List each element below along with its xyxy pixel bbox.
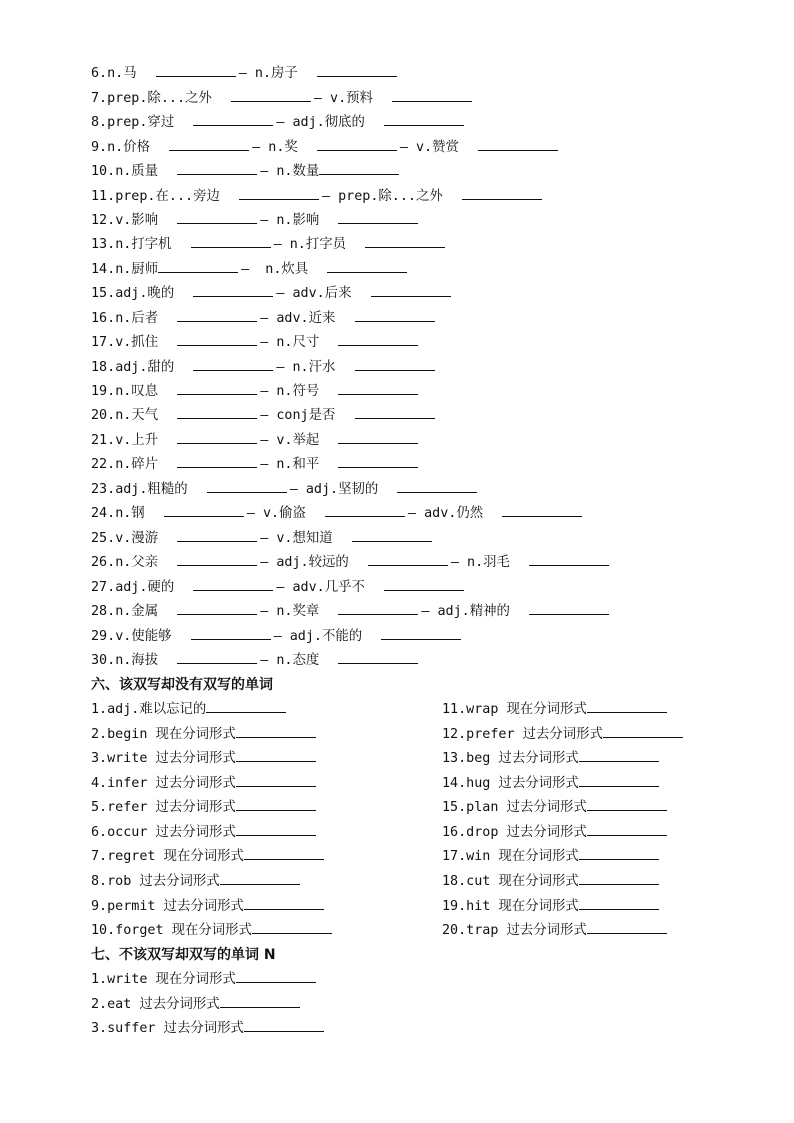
word-prompt: v.举起	[276, 433, 320, 448]
word-prompt: n.尺寸	[276, 335, 320, 350]
answer-blank[interactable]	[579, 774, 659, 787]
word-row	[91, 480, 480, 498]
word-prompt: prep.穿过	[107, 115, 175, 130]
answer-blank[interactable]	[177, 529, 257, 542]
answer-blank[interactable]	[177, 309, 257, 322]
item-number: 16.	[91, 311, 116, 326]
word-prompt: adv.仍然	[424, 506, 484, 521]
item-number: 7.	[91, 91, 108, 106]
word-row	[91, 431, 421, 449]
answer-blank[interactable]	[236, 970, 316, 983]
item-text: 3.write 过去分词形式	[91, 751, 236, 766]
word-prompt: n.炊具	[265, 262, 309, 277]
dash: —	[260, 311, 269, 326]
word-prompt: n.和平	[276, 457, 320, 472]
word-prompt: adj.甜的	[115, 360, 175, 375]
word-row	[91, 529, 435, 547]
word-row	[91, 235, 448, 253]
answer-blank[interactable]	[252, 921, 332, 934]
answer-blank[interactable]	[177, 333, 257, 346]
answer-blank[interactable]	[236, 798, 316, 811]
list-item	[91, 970, 319, 988]
answer-blank[interactable]	[381, 627, 461, 640]
word-prompt: adj.彻底的	[292, 115, 365, 130]
item-text: 19.hit 现在分词形式	[442, 899, 579, 914]
answer-blank[interactable]	[220, 872, 300, 885]
word-prompt: adj.坚韧的	[305, 482, 379, 497]
dash: —	[260, 433, 269, 448]
word-prompt: n.羽毛	[467, 555, 510, 570]
word-row	[91, 187, 545, 205]
answer-blank[interactable]	[338, 602, 418, 615]
item-number: 18.	[91, 360, 116, 375]
answer-blank[interactable]	[355, 406, 435, 419]
section-seven-title: 七、不该双写却双写的单词 N	[91, 947, 276, 963]
dash: —	[421, 604, 430, 619]
item-number: 8.	[91, 115, 108, 130]
answer-blank[interactable]	[338, 211, 418, 224]
answer-blank[interactable]	[317, 64, 397, 77]
list-item	[442, 700, 670, 718]
answer-blank[interactable]	[529, 602, 609, 615]
item-number: 30.	[91, 653, 116, 668]
answer-blank[interactable]	[338, 382, 418, 395]
dash: —	[260, 653, 269, 668]
answer-blank[interactable]	[164, 504, 244, 517]
word-prompt: n.汗水	[292, 360, 336, 375]
word-prompt: adv.后来	[292, 286, 352, 301]
list-item	[91, 897, 327, 915]
list-item	[442, 921, 670, 939]
item-number: 17.	[91, 335, 116, 350]
answer-blank[interactable]	[236, 749, 316, 762]
word-row	[91, 578, 467, 596]
dash: —	[289, 482, 298, 497]
item-number: 15.	[91, 286, 116, 301]
word-row	[91, 382, 421, 400]
answer-blank[interactable]	[177, 406, 257, 419]
word-row	[91, 211, 421, 229]
word-row	[91, 358, 438, 376]
word-prompt: v.上升	[115, 433, 159, 448]
word-prompt: conj是否	[276, 408, 336, 423]
item-text: 10.forget 现在分词形式	[91, 923, 252, 938]
answer-blank[interactable]	[236, 725, 316, 738]
item-number: 20.	[91, 408, 116, 423]
dash: —	[276, 286, 285, 301]
answer-blank[interactable]	[392, 89, 472, 102]
list-item	[91, 774, 319, 792]
word-prompt: n.碎片	[115, 457, 159, 472]
word-prompt: adj.精神的	[437, 604, 510, 619]
answer-blank[interactable]	[177, 602, 257, 615]
item-text: 16.drop 过去分词形式	[442, 825, 587, 840]
answer-blank[interactable]	[191, 235, 271, 248]
answer-blank[interactable]	[236, 823, 316, 836]
dash: —	[276, 115, 285, 130]
answer-blank[interactable]	[177, 553, 257, 566]
dash: —	[260, 164, 269, 179]
word-prompt: v.影响	[115, 213, 159, 228]
answer-blank[interactable]	[579, 897, 659, 910]
word-prompt: n.质量	[115, 164, 159, 179]
answer-blank[interactable]	[352, 529, 432, 542]
item-text: 6.occur 过去分词形式	[91, 825, 236, 840]
answer-blank[interactable]	[220, 995, 300, 1008]
item-number: 29.	[91, 629, 116, 644]
answer-blank[interactable]	[193, 578, 273, 591]
item-number: 26.	[91, 555, 116, 570]
word-prompt: v.偷盗	[262, 506, 306, 521]
item-number: 23.	[91, 482, 116, 497]
word-row	[91, 89, 475, 107]
dash: —	[313, 91, 322, 106]
answer-blank[interactable]	[177, 431, 257, 444]
answer-blank[interactable]	[158, 260, 238, 273]
answer-blank[interactable]	[177, 651, 257, 664]
item-text: 14.hug 过去分词形式	[442, 776, 579, 791]
item-text: 4.infer 过去分词形式	[91, 776, 236, 791]
word-prompt: n.钢	[115, 506, 145, 521]
answer-blank[interactable]	[587, 921, 667, 934]
word-row	[91, 162, 402, 180]
answer-blank[interactable]	[529, 553, 609, 566]
answer-blank[interactable]	[156, 64, 236, 77]
word-row	[91, 284, 454, 302]
word-prompt: n.海拔	[115, 653, 159, 668]
word-row	[91, 309, 438, 327]
list-item	[442, 749, 662, 767]
list-item	[91, 1019, 327, 1037]
word-prompt: n.价格	[107, 140, 151, 155]
word-prompt: n.影响	[276, 213, 320, 228]
word-prompt: n.数量	[276, 164, 320, 179]
list-item	[91, 749, 319, 767]
word-prompt: adj.粗糙的	[115, 482, 188, 497]
answer-blank[interactable]	[338, 455, 418, 468]
answer-blank[interactable]	[355, 358, 435, 371]
item-number: 14.	[91, 262, 116, 277]
word-prompt: adj.较远的	[276, 555, 349, 570]
item-text: 13.beg 过去分词形式	[442, 751, 579, 766]
item-number: 19.	[91, 384, 116, 399]
answer-blank[interactable]	[325, 504, 405, 517]
answer-blank[interactable]	[317, 138, 397, 151]
answer-blank[interactable]	[603, 725, 683, 738]
list-item	[91, 921, 335, 939]
item-number: 10.	[91, 164, 116, 179]
word-prompt: n.厨师	[115, 262, 159, 277]
word-prompt: adj.硬的	[115, 580, 175, 595]
dash: —	[260, 531, 269, 546]
word-row	[91, 138, 561, 156]
answer-blank[interactable]	[397, 480, 477, 493]
answer-blank[interactable]	[371, 284, 451, 297]
answer-blank[interactable]	[579, 872, 659, 885]
word-row	[91, 333, 421, 351]
word-prompt: v.想知道	[276, 531, 333, 546]
answer-blank[interactable]	[244, 1019, 324, 1032]
answer-blank[interactable]	[244, 897, 324, 910]
item-number: 11.	[91, 189, 116, 204]
answer-blank[interactable]	[177, 162, 257, 175]
word-row	[91, 651, 421, 669]
answer-blank[interactable]	[587, 798, 667, 811]
answer-blank[interactable]	[177, 382, 257, 395]
dash: —	[321, 189, 331, 204]
answer-blank[interactable]	[206, 700, 286, 713]
dash: —	[260, 604, 269, 619]
answer-blank[interactable]	[169, 138, 249, 151]
item-number: 25.	[91, 531, 116, 546]
word-prompt: n.打字机	[115, 237, 172, 252]
word-prompt: n.金属	[115, 604, 159, 619]
answer-blank[interactable]	[355, 309, 435, 322]
item-number: 24.	[91, 506, 116, 521]
answer-blank[interactable]	[579, 749, 659, 762]
word-row	[91, 627, 464, 645]
section-six-title: 六、该双写却没有双写的单词	[91, 677, 273, 693]
dash: —	[260, 457, 269, 472]
word-prompt: n.奖章	[276, 604, 320, 619]
answer-blank[interactable]	[587, 700, 667, 713]
answer-blank[interactable]	[319, 162, 399, 175]
word-row	[91, 406, 438, 424]
list-item	[91, 872, 303, 890]
item-number: 12.	[91, 213, 116, 228]
word-row	[91, 64, 400, 82]
word-prompt: n.后者	[115, 311, 159, 326]
word-prompt: adv.几乎不	[292, 580, 365, 595]
item-number: 9.	[91, 140, 108, 155]
answer-blank[interactable]	[365, 235, 445, 248]
item-text: 1.write 现在分词形式	[91, 972, 236, 987]
word-prompt: n.父亲	[115, 555, 159, 570]
item-text: 18.cut 现在分词形式	[442, 874, 579, 889]
word-prompt: n.马	[107, 66, 137, 81]
list-item	[442, 847, 662, 865]
item-text: 2.eat 过去分词形式	[91, 997, 220, 1012]
word-prompt: prep.除...之外	[107, 91, 212, 106]
dash: —	[252, 140, 261, 155]
word-row	[91, 504, 585, 522]
answer-blank[interactable]	[502, 504, 582, 517]
list-item	[442, 798, 670, 816]
answer-blank[interactable]	[191, 627, 271, 640]
answer-blank[interactable]	[244, 847, 324, 860]
answer-blank[interactable]	[193, 358, 273, 371]
word-prompt: adj.不能的	[289, 629, 363, 644]
list-item	[442, 823, 670, 841]
answer-blank[interactable]	[327, 260, 407, 273]
dash: —	[399, 140, 408, 155]
item-number: 22.	[91, 457, 116, 472]
item-number: 27.	[91, 580, 116, 595]
answer-blank[interactable]	[177, 455, 257, 468]
word-row	[91, 113, 467, 131]
answer-blank[interactable]	[478, 138, 558, 151]
word-prompt: v.赞赏	[416, 140, 459, 155]
word-prompt: adv.近来	[276, 311, 336, 326]
list-item	[91, 847, 327, 865]
item-text: 8.rob 过去分词形式	[91, 874, 220, 889]
item-text: 1.adj.难以忘记的	[91, 702, 207, 717]
answer-blank[interactable]	[368, 553, 448, 566]
word-row	[91, 553, 612, 571]
dash: —	[241, 262, 250, 277]
answer-blank[interactable]	[193, 284, 273, 297]
dash: —	[260, 213, 269, 228]
word-prompt: v.预料	[330, 91, 373, 106]
word-row	[91, 455, 421, 473]
answer-blank[interactable]	[193, 113, 273, 126]
dash: —	[407, 506, 417, 521]
word-prompt: prep.除...之外	[338, 189, 443, 204]
answer-blank[interactable]	[177, 211, 257, 224]
list-item	[442, 872, 662, 890]
answer-blank[interactable]	[579, 847, 659, 860]
item-text: 2.begin 现在分词形式	[91, 727, 236, 742]
dash: —	[246, 506, 255, 521]
dash: —	[276, 360, 285, 375]
word-prompt: n.叹息	[115, 384, 159, 399]
answer-blank[interactable]	[231, 89, 311, 102]
word-row	[91, 602, 612, 620]
item-text: 3.suffer 过去分词形式	[91, 1021, 244, 1036]
dash: —	[273, 629, 282, 644]
item-number: 21.	[91, 433, 116, 448]
answer-blank[interactable]	[587, 823, 667, 836]
item-text: 9.permit 过去分词形式	[91, 899, 244, 914]
answer-blank[interactable]	[462, 187, 542, 200]
list-item	[91, 725, 319, 743]
list-item	[91, 823, 319, 841]
word-prompt: v.漫游	[115, 531, 159, 546]
item-text: 20.trap 过去分词形式	[442, 923, 587, 938]
dash: —	[260, 335, 269, 350]
list-item	[91, 700, 289, 718]
list-item	[442, 725, 686, 743]
dash: —	[260, 384, 269, 399]
list-item	[91, 798, 319, 816]
dash: —	[238, 66, 247, 81]
word-prompt: n.态度	[276, 653, 320, 668]
answer-blank[interactable]	[338, 431, 418, 444]
word-prompt: n.打字员	[289, 237, 347, 252]
answer-blank[interactable]	[338, 333, 418, 346]
item-text: 11.wrap 现在分词形式	[442, 702, 587, 717]
list-item	[442, 774, 662, 792]
item-text: 15.plan 过去分词形式	[442, 800, 587, 815]
list-item	[442, 897, 662, 915]
word-prompt: v.使能够	[115, 629, 172, 644]
item-text: 12.prefer 过去分词形式	[442, 727, 603, 742]
word-prompt: n.房子	[254, 66, 298, 81]
word-prompt: adj.晚的	[115, 286, 175, 301]
dash: —	[276, 580, 285, 595]
item-text: 5.refer 过去分词形式	[91, 800, 236, 815]
word-prompt: n.天气	[115, 408, 159, 423]
word-row	[91, 260, 410, 278]
answer-blank[interactable]	[384, 113, 464, 126]
dash: —	[260, 555, 269, 570]
answer-blank[interactable]	[236, 774, 316, 787]
item-number: 13.	[91, 237, 116, 252]
item-number: 6.	[91, 66, 108, 81]
dash: —	[260, 408, 269, 423]
answer-blank[interactable]	[338, 651, 418, 664]
word-prompt: prep.在...旁边	[115, 189, 220, 204]
item-text: 7.regret 现在分词形式	[91, 849, 244, 864]
item-number: 28.	[91, 604, 116, 619]
dash: —	[450, 555, 459, 570]
word-prompt: n.符号	[276, 384, 320, 399]
word-prompt: v.抓住	[115, 335, 159, 350]
answer-blank[interactable]	[207, 480, 287, 493]
answer-blank[interactable]	[384, 578, 464, 591]
item-text: 17.win 现在分词形式	[442, 849, 579, 864]
dash: —	[273, 237, 282, 252]
word-prompt: n.奖	[268, 140, 298, 155]
list-item	[91, 995, 303, 1013]
answer-blank[interactable]	[239, 187, 319, 200]
